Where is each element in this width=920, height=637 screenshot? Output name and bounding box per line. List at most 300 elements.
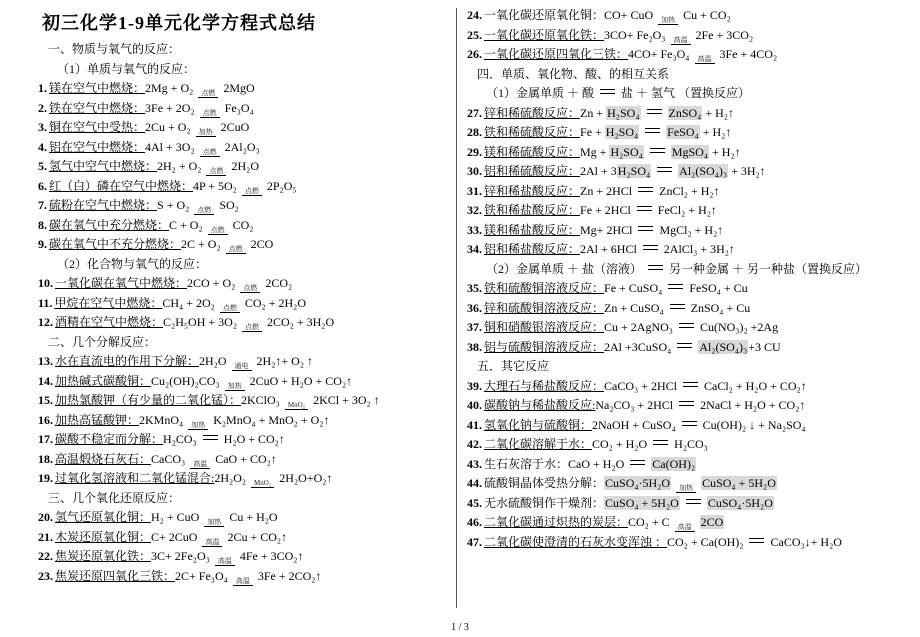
reaction-condition bbox=[285, 401, 308, 411]
condition-text: 高温 bbox=[233, 577, 253, 586]
formula-text: 3Fe + 2CO₂↑ bbox=[257, 568, 322, 583]
item-number: 26. bbox=[467, 47, 482, 61]
formula-text: 3C+ 2Fe₂O₃ bbox=[151, 549, 210, 563]
reaction-label: 镁和稀盐酸反应： bbox=[484, 222, 581, 237]
formula-text: （2）化合物与氧气的反应： bbox=[57, 256, 208, 271]
equals-sign bbox=[630, 460, 645, 465]
equation-line bbox=[38, 430, 452, 450]
formula-text: 4Al + 3O₂ bbox=[145, 139, 195, 154]
reaction-label: 锌和硫酸铜溶液反应： bbox=[484, 300, 605, 315]
formula-text: H₂ + CuO bbox=[151, 510, 200, 524]
reaction-condition bbox=[242, 187, 262, 196]
reaction-label: 铁和稀盐酸反应： bbox=[484, 203, 581, 217]
formula-text: 五．其它反应 bbox=[477, 359, 550, 373]
formula-text: + H₂↑ bbox=[709, 144, 741, 159]
formula-text: MgCl₂ + H₂↑ bbox=[659, 222, 724, 237]
formula-text: H₂SO₄ bbox=[610, 144, 643, 159]
reaction-condition bbox=[198, 89, 218, 98]
reaction-label: 木炭还原氧化铜： bbox=[55, 529, 152, 544]
formula-text: CaCO₃ bbox=[151, 451, 186, 466]
equation-line bbox=[38, 196, 452, 216]
formula-text: 2Al + 6HCl bbox=[580, 242, 637, 256]
formula-text: 2CO₂ + 3H₂O bbox=[267, 315, 335, 329]
formula-text: Fe + 2HCl bbox=[580, 203, 631, 217]
condition-text: 点燃 bbox=[242, 323, 262, 332]
condition-text: 通电 bbox=[232, 362, 252, 371]
reaction-label: 硫粉在空气中燃烧： bbox=[49, 198, 158, 212]
equation-line bbox=[467, 143, 914, 163]
equals-sign bbox=[650, 148, 665, 153]
left-column bbox=[0, 0, 456, 616]
equation-line bbox=[38, 216, 452, 236]
reaction-label: 铝和稀盐酸反应： bbox=[484, 242, 581, 256]
item-number: 27. bbox=[467, 105, 482, 120]
equation-line bbox=[467, 455, 914, 475]
formula-text: 2Al + 3 bbox=[580, 164, 617, 178]
condition-text: 点燃 bbox=[200, 109, 220, 118]
item-number: 7. bbox=[38, 198, 47, 212]
equation-line bbox=[467, 279, 914, 299]
condition-text: 高温 bbox=[202, 538, 222, 547]
reaction-label: 碳酸不稳定而分解： bbox=[55, 432, 164, 446]
section-header bbox=[38, 255, 452, 275]
section-header bbox=[38, 489, 452, 509]
equation-line bbox=[467, 416, 914, 436]
formula-text: （1）单质与氧气的反应： bbox=[57, 61, 196, 76]
reaction-label: 甲烷在空气中燃烧： bbox=[54, 295, 163, 310]
item-number: 32. bbox=[467, 203, 482, 217]
formula-text: 2H₂O bbox=[199, 354, 227, 368]
equation-line bbox=[38, 138, 452, 158]
equation-line bbox=[38, 411, 452, 431]
formula-text: Cu + CO₂ bbox=[683, 8, 731, 22]
condition-text: 高温 bbox=[671, 36, 691, 45]
equals-sign bbox=[600, 89, 615, 94]
equation-line bbox=[38, 294, 452, 314]
item-number: 43. bbox=[467, 456, 482, 471]
item-number: 36. bbox=[467, 300, 482, 315]
formula-text: CaCO₃↓+ H₂O bbox=[770, 534, 842, 549]
equals-sign bbox=[683, 382, 698, 387]
page-number: 1 / 3 bbox=[451, 622, 469, 633]
reaction-label: 铝与硫酸铜溶液反应： bbox=[484, 339, 605, 354]
reaction-condition bbox=[200, 109, 220, 118]
item-number: 37. bbox=[467, 320, 482, 334]
formula-text: Cu(NO₃)₂ +2Ag bbox=[699, 320, 779, 334]
reaction-label: 铝和稀硫酸反应： bbox=[484, 164, 581, 178]
condition-text: 加热 bbox=[204, 518, 224, 527]
formula-text: 2H₂O+O₂↑ bbox=[279, 471, 333, 485]
reaction-condition bbox=[251, 479, 274, 488]
formula-text: 2AlCl₃ + 3H₂↑ bbox=[663, 242, 735, 256]
formula-text: （1）金属单质 ＋ 酸 bbox=[486, 86, 595, 100]
reaction-label: 加热碱式碳酸铜： bbox=[55, 373, 152, 388]
condition-text: MnO₂ bbox=[251, 479, 274, 488]
formula-text: 2KClO₃ bbox=[241, 393, 280, 407]
condition-text: 加热 bbox=[188, 421, 208, 430]
formula-text: 2KCl + 3O₂ ↑ bbox=[313, 393, 380, 407]
formula-text: K₂MnO₄ + MnO₂ + O₂↑ bbox=[213, 412, 330, 427]
equation-line bbox=[467, 474, 914, 494]
item-number: 31. bbox=[467, 183, 482, 198]
equals-sign bbox=[679, 401, 694, 406]
condition-text: 点燃 bbox=[194, 206, 214, 215]
formula-text: H₂CO₃ bbox=[163, 432, 197, 446]
formula-text: 2Cu + O₂ bbox=[145, 120, 191, 134]
reaction-label: 一氧化碳在氧气中燃烧： bbox=[55, 276, 188, 290]
reaction-label: 锌和稀硫酸反应： bbox=[484, 105, 581, 120]
formula-text: 二、几个分解反应： bbox=[48, 334, 157, 349]
item-number: 12. bbox=[38, 315, 53, 329]
reaction-condition bbox=[676, 484, 696, 493]
item-number: 21. bbox=[38, 529, 53, 544]
reaction-label: 大理石与稀盐酸反应： bbox=[484, 378, 605, 393]
equation-line bbox=[467, 182, 914, 202]
equation-line bbox=[467, 338, 914, 358]
reaction-label: 二氧化碳通过炽热的炭层： bbox=[484, 515, 629, 529]
equals-sign bbox=[670, 304, 685, 309]
reaction-condition bbox=[695, 55, 715, 64]
formula-text: 2H₂O bbox=[231, 159, 259, 173]
equation-line bbox=[467, 162, 914, 182]
reaction-label: 一氧化碳还原四氧化三铁： bbox=[484, 47, 629, 61]
item-number: 19. bbox=[38, 471, 53, 485]
equation-line bbox=[38, 567, 452, 587]
formula-text: 2Al +3CuSO₄ bbox=[604, 339, 672, 354]
equals-sign bbox=[203, 435, 218, 440]
item-number: 17. bbox=[38, 432, 53, 446]
equals-sign bbox=[638, 226, 653, 231]
item-number: 47. bbox=[467, 534, 482, 549]
equation-line bbox=[467, 377, 914, 397]
equals-sign bbox=[668, 284, 683, 289]
equation-line bbox=[467, 513, 914, 533]
formula-text: 2H₂ + O₂ bbox=[157, 159, 202, 173]
formula-text: CO₂ + H₂O bbox=[592, 437, 648, 451]
reaction-condition bbox=[675, 523, 695, 532]
item-number: 23. bbox=[38, 568, 53, 583]
reaction-condition bbox=[215, 557, 235, 566]
reaction-condition bbox=[190, 460, 210, 469]
equation-line bbox=[467, 123, 914, 143]
equation-line bbox=[467, 45, 914, 65]
formula-text: 2CO + O₂ bbox=[187, 276, 236, 290]
right-column-lines bbox=[467, 6, 914, 552]
formula-text: （2）金属单质 ＋ 盐（溶液） bbox=[486, 261, 643, 276]
reaction-condition bbox=[200, 148, 220, 157]
equation-line bbox=[38, 508, 452, 528]
formula-text: 2CO bbox=[700, 515, 724, 529]
reaction-label: 二氧化碳使澄清的石灰水变浑浊 ： bbox=[484, 534, 668, 549]
equals-sign bbox=[648, 265, 663, 270]
formula-text: S + O₂ bbox=[157, 198, 190, 212]
reaction-label: 铜和硝酸银溶液反应： bbox=[484, 320, 605, 334]
formula-text: CuSO₄ + 5H₂O bbox=[702, 476, 776, 490]
condition-text: 点燃 bbox=[208, 226, 228, 235]
formula-text: H₂SO₄ bbox=[607, 105, 640, 120]
equation-line bbox=[467, 299, 914, 319]
formula-text: 三、几个氧化还原反应： bbox=[48, 490, 181, 505]
section-header bbox=[38, 40, 452, 60]
equals-sign bbox=[637, 206, 652, 211]
formula-text: 2H₂↑+ O₂ ↑ bbox=[256, 354, 313, 368]
reaction-label: 二氧化碳溶解于水： bbox=[484, 437, 593, 451]
item-number: 35. bbox=[467, 281, 482, 295]
reaction-condition bbox=[658, 16, 678, 25]
equation-line bbox=[38, 235, 452, 255]
item-number: 6. bbox=[38, 178, 47, 193]
item-number: 4. bbox=[38, 139, 47, 154]
formula-text: CaCO₃ + 2HCl bbox=[604, 378, 677, 393]
equation-line bbox=[38, 372, 452, 392]
formula-text: 2Al₂O₃ bbox=[224, 139, 260, 154]
formula-text: Ca(OH)₂ bbox=[652, 456, 696, 471]
formula-text: ZnSO₄ + Cu bbox=[690, 300, 751, 315]
equation-line bbox=[38, 391, 452, 411]
formula-text: Cu + H₂O bbox=[229, 510, 278, 524]
condition-text: MnO₂ bbox=[285, 401, 308, 410]
condition-text: 加热 bbox=[658, 16, 678, 25]
formula-text: Fe + bbox=[580, 125, 605, 139]
formula-text: 四．单质、氧化物、酸、的相互关系 bbox=[477, 66, 670, 81]
condition-text: 点燃 bbox=[226, 245, 246, 254]
equation-line bbox=[38, 177, 452, 197]
formula-text: 4P + 5O₂ bbox=[193, 178, 237, 193]
reaction-label: 过氧化氢溶液和二氧化锰混合: bbox=[55, 471, 215, 485]
formula-text: CO₂ bbox=[232, 217, 254, 232]
formula-text: CaO + H₂O bbox=[568, 456, 625, 471]
reaction-condition bbox=[240, 284, 260, 293]
formula-text: 2C + O₂ bbox=[181, 237, 221, 251]
formula-text: 2CO bbox=[250, 237, 274, 251]
reaction-label: 氢氧化钠与硫酸铜： bbox=[484, 417, 593, 432]
equation-line bbox=[467, 6, 914, 26]
condition-text: 点燃 bbox=[200, 148, 220, 157]
formula-text: Zn + bbox=[580, 105, 607, 120]
reaction-label: 一氧化碳还原氧化铁： bbox=[484, 27, 605, 42]
formula-text: 2C+ Fe₃O₄ bbox=[175, 568, 228, 583]
reaction-condition bbox=[206, 167, 226, 176]
equation-line bbox=[38, 352, 452, 372]
reaction-label: 高温煅烧石灰石： bbox=[55, 451, 152, 466]
formula-text: 4CO+ Fe₃O₄ bbox=[628, 47, 690, 61]
item-number: 5. bbox=[38, 159, 47, 173]
equation-line bbox=[467, 396, 914, 416]
formula-text: 2MgO bbox=[223, 81, 255, 95]
item-number: 25. bbox=[467, 27, 482, 42]
formula-text: Cu₂(OH)₂CO₃ bbox=[151, 373, 220, 388]
item-number: 28. bbox=[467, 125, 482, 139]
reaction-label: 生石灰溶于水： bbox=[484, 456, 569, 471]
item-number: 2. bbox=[38, 100, 47, 115]
condition-text: 点燃 bbox=[220, 304, 240, 313]
item-number: 9. bbox=[38, 237, 47, 251]
formula-text: Zn + CuSO₄ bbox=[604, 300, 664, 315]
formula-text: CO₂ + C bbox=[628, 515, 670, 529]
reaction-condition bbox=[671, 36, 691, 45]
item-number: 40. bbox=[467, 398, 482, 412]
item-number: 42. bbox=[467, 437, 482, 451]
formula-text: Mg+ 2HCl bbox=[580, 222, 633, 237]
condition-text: 点燃 bbox=[240, 284, 260, 293]
formula-text: C+ 2CuO bbox=[151, 529, 198, 544]
reaction-label: 碳在氧气中充分燃烧： bbox=[49, 217, 170, 232]
section-header bbox=[467, 260, 914, 280]
reaction-label: 硫酸铜晶体受热分解： bbox=[484, 476, 605, 490]
condition-text: 高温 bbox=[215, 557, 235, 566]
reaction-label: 酒精在空气中燃烧： bbox=[55, 315, 164, 329]
reaction-label: 铜在空气中受热： bbox=[49, 120, 146, 134]
section-header bbox=[467, 84, 914, 104]
equation-line bbox=[467, 26, 914, 46]
left-column-lines bbox=[38, 40, 452, 586]
equation-line bbox=[38, 469, 452, 489]
condition-text: 加热 bbox=[676, 484, 696, 493]
reaction-condition bbox=[208, 226, 228, 235]
formula-text: 盐 ＋ 氢气 （置换反应） bbox=[621, 86, 751, 100]
section-header bbox=[38, 333, 452, 353]
reaction-label: 铁和硫酸铜溶液反应： bbox=[484, 281, 605, 295]
formula-text: FeCl₂ + H₂↑ bbox=[657, 203, 717, 217]
formula-text: 3Fe + 2O₂ bbox=[145, 100, 195, 115]
reaction-label: 一氧化碳还原氧化铜： bbox=[484, 8, 605, 22]
item-number: 44. bbox=[467, 476, 482, 490]
equals-sign bbox=[638, 187, 653, 192]
reaction-label: 氢气还原氧化铜： bbox=[55, 510, 152, 524]
condition-text: 加热 bbox=[196, 128, 216, 137]
equation-line bbox=[38, 547, 452, 567]
formula-text: Al₂(SO₄)₃ bbox=[679, 164, 728, 178]
formula-text: ZnSO₄ bbox=[668, 105, 702, 120]
item-number: 3. bbox=[38, 120, 47, 134]
formula-text: CO₂ + 2H₂O bbox=[244, 295, 306, 310]
equals-sign bbox=[645, 128, 660, 133]
item-number: 10. bbox=[38, 276, 53, 290]
formula-text: C + O₂ bbox=[169, 217, 203, 232]
reaction-label: 铁在空气中燃烧： bbox=[49, 100, 146, 115]
formula-text: 2KMnO₄ bbox=[139, 412, 184, 427]
reaction-condition bbox=[220, 304, 240, 313]
reaction-condition bbox=[188, 421, 208, 430]
condition-text: 高温 bbox=[190, 460, 210, 469]
reaction-label: 加热高锰酸钾： bbox=[55, 412, 140, 427]
formula-text: 另一种金属 ＋ 另一种盐（置换反应） bbox=[669, 261, 868, 276]
formula-text: CaCl₂ + H₂O + CO₂↑ bbox=[703, 378, 807, 393]
formula-text: MgSO₄ bbox=[671, 144, 709, 159]
reaction-label: 镁和稀硫酸反应： bbox=[484, 144, 581, 159]
item-number: 34. bbox=[467, 242, 482, 256]
item-number: 16. bbox=[38, 412, 53, 427]
equals-sign bbox=[749, 538, 764, 543]
formula-text: CuSO₄ + 5H₂O bbox=[605, 495, 679, 510]
formula-text: H₂CO₃ bbox=[674, 437, 708, 451]
item-number: 14. bbox=[38, 373, 53, 388]
equation-line bbox=[38, 99, 452, 119]
equation-line bbox=[467, 104, 914, 124]
formula-text: 2CuO + H₂O + CO₂↑ bbox=[249, 373, 353, 388]
reaction-label: 碳酸钠与稀盐酸反应: bbox=[484, 398, 596, 412]
item-number: 24. bbox=[467, 8, 482, 22]
equation-line bbox=[467, 533, 914, 553]
condition-text: 高温 bbox=[695, 55, 715, 64]
reaction-label: 无水硫酸铜作干燥剂： bbox=[484, 495, 605, 510]
formula-text: 2Cu + CO₂↑ bbox=[227, 529, 288, 544]
formula-text: FeSO₄ + Cu bbox=[689, 281, 748, 295]
formula-text: FeSO₄ bbox=[667, 125, 699, 139]
formula-text: 2NaCl + H₂O + CO₂↑ bbox=[700, 398, 806, 412]
reaction-label: 铁和稀硫酸反应： bbox=[484, 125, 581, 139]
reaction-condition bbox=[194, 206, 214, 215]
item-number: 20. bbox=[38, 510, 53, 524]
reaction-condition bbox=[242, 323, 262, 332]
formula-text: 2CO₂ bbox=[265, 276, 293, 290]
item-number: 15. bbox=[38, 393, 53, 407]
formula-text: 2Fe + 3CO₂ bbox=[695, 27, 754, 42]
equation-line bbox=[467, 318, 914, 338]
formula-text: 2P₂O₅ bbox=[266, 178, 297, 193]
formula-text: Mg + bbox=[580, 144, 610, 159]
section-header bbox=[467, 65, 914, 85]
condition-text: 点燃 bbox=[206, 167, 226, 176]
equals-sign bbox=[686, 499, 701, 504]
formula-text: H₂O + CO₂↑ bbox=[223, 432, 285, 446]
section-header bbox=[38, 60, 452, 80]
condition-text: 点燃 bbox=[198, 89, 218, 98]
condition-text: 加热 bbox=[225, 382, 245, 391]
reaction-label: 铝在空气中燃烧： bbox=[49, 139, 146, 154]
item-number: 45. bbox=[467, 495, 482, 510]
reaction-condition bbox=[232, 362, 252, 371]
reaction-label: 红（白）磷在空气中燃烧： bbox=[49, 178, 194, 193]
formula-text: CO+ CuO bbox=[604, 8, 654, 22]
condition-text: 点燃 bbox=[242, 187, 262, 196]
formula-text: Al₂(SO₄)₃ bbox=[699, 339, 748, 354]
reaction-label: 氢气中空气中燃烧： bbox=[49, 159, 158, 173]
formula-text: ZnCl₂ + H₂↑ bbox=[659, 183, 720, 198]
reaction-label: 水在直流电的作用下分解： bbox=[55, 354, 200, 368]
equals-sign bbox=[677, 343, 692, 348]
condition-text: 高温 bbox=[675, 523, 695, 532]
formula-text: Cu + 2AgNO₃ bbox=[604, 320, 673, 334]
formula-text: CH₄ + 2O₂ bbox=[162, 295, 215, 310]
formula-text: CuSO₄·5H₂O bbox=[707, 495, 773, 510]
item-number: 38. bbox=[467, 339, 482, 354]
equation-line bbox=[38, 157, 452, 177]
item-number: 22. bbox=[38, 549, 53, 563]
section-header bbox=[467, 357, 914, 377]
reaction-label: 焦炭还原四氧化三铁： bbox=[55, 568, 176, 583]
item-number: 1. bbox=[38, 81, 47, 95]
equals-sign bbox=[643, 245, 658, 250]
reaction-condition bbox=[226, 245, 246, 254]
equals-sign bbox=[653, 440, 668, 445]
formula-text: C₂H₅OH + 3O₂ bbox=[163, 315, 238, 329]
reaction-label: 焦炭还原氧化铁： bbox=[55, 549, 152, 563]
page-title: 初三化学1-9单元化学方程式总结 bbox=[42, 13, 316, 33]
formula-text: 3Fe + 4CO₂ bbox=[719, 47, 778, 61]
equation-line bbox=[467, 435, 914, 455]
item-number: 46. bbox=[467, 515, 482, 529]
reaction-label: 镁在空气中燃烧： bbox=[49, 81, 146, 95]
formula-text: Fe + CuSO₄ bbox=[604, 281, 663, 295]
formula-text: 2H₂O₂ bbox=[214, 471, 247, 485]
equation-line bbox=[38, 79, 452, 99]
item-number: 39. bbox=[467, 378, 482, 393]
equals-sign bbox=[682, 421, 697, 426]
equation-line bbox=[38, 528, 452, 548]
formula-text: H₂SO₄ bbox=[617, 164, 651, 178]
reaction-label: 碳在氧气中不充分燃烧： bbox=[49, 237, 182, 251]
